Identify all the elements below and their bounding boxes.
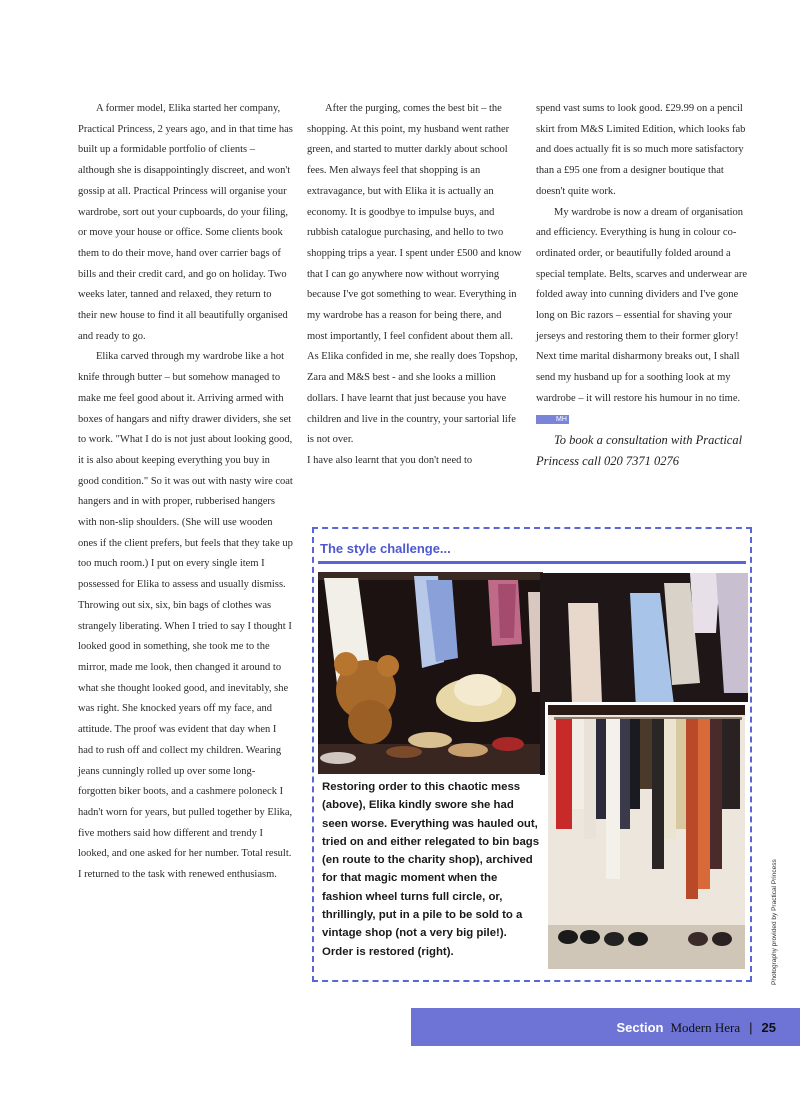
wardrobe-mess-illustration [318, 572, 543, 774]
footer-divider: | [749, 1020, 753, 1035]
photo-organised-wardrobe [545, 702, 748, 972]
photo-credit: Photography provided by Practical Princess [771, 859, 778, 985]
booking-call-to-action: To book a consultation with Practical Princess call 020 7371 0276 [536, 433, 743, 469]
title-rule [318, 561, 746, 564]
end-mark: MH [536, 415, 569, 424]
paragraph: I have also learnt that you don't need to [307, 454, 473, 466]
paragraph [536, 203, 751, 431]
photo-chaotic-wardrobe [318, 572, 543, 774]
paragraph-text: My wardrobe is now a dream of organisation and efficiency. Everything is hung in colour co-ordinated order, or beautifully folded around a special template. Belts, scarves and underwear are folded away into cunning dividers and I've gone long on Bic razors – essential for shaving your jerseys and restoring them to their former glory! Next time marital disharmony breaks out, I shall send my husband up for a soothing look at my wardrobe – it will restore his humour in no time. [536, 206, 748, 404]
paragraph: A former model, Elika started her company, Practical Princess, 2 years ago, and in that time has built up a formidable portfolio of clients – although she is disappointingly discreet, and won't gossip at all. Practical Princess will organise your wardrobe, sort out your cupboards, do your filing, or move your house or office. Some clients book them to do their move, hand over carrier bags of bills and their credit card, and go on holiday. Two weeks later, tanned and relaxed, they return to their new house to find it all beautifully organised and ready to go. [78, 103, 293, 342]
article-column-2 [307, 99, 522, 472]
paragraph: After the purging, comes the best bit – the shopping. At this point, my husband went rather green, and started to mutter darkly about school fees. Men always feel that shopping is an extravagance, but with Elika it is actually an economy. It is goodbye to impulse buys, and rubbish catalogue purchasing, and hello to two shopping trips a year. I spent under £500 and know that I can go anywhere now without worrying because I've got something to wear. Everything in my wardrobe has a reason for being there, and most importantly, I feel confident about them all. As Elika confided in me, she really does Topshop, Zara and M&S best - and she looks a million dollars. I have learnt that just because you have children and live in the country, your sartorial life is not over. [307, 103, 522, 446]
footer-bar [411, 1008, 800, 1046]
organised-wardrobe-illustration [548, 705, 745, 969]
style-challenge-title: The style challenge... [320, 541, 451, 556]
paragraph: Elika carved through my wardrobe like a hot knife through butter – but somehow managed to make me feel good about it. Arriving armed with boxes of hangars and nifty drawer dividers, she set to work. "What I do is not just about looking good, it is also about keeping everything you buy in good condition." So it was out with nasty wire coat hangers and in with proper, rubberised hangers with non-slip shoulders. (She will use wooden ones if the client prefers, but feels that they take up too much room.) I put on every single item I possessed for Elika to assess and usually dismiss. Throwing out six, six, bin bags of clothes was strangely liberating. When I tried to say I thought I looked good in something, she took me to the mirror, made me look, then changed it around to what she thought looked good, and inevitably, she was right. She knocked years off my face, and attitude. The proof was evident that day when I had to rush off and collect my children. Wearing jeans cunningly rolled up over some long-forgotten biker boots, and a cashmere poloneck I hadn't worn for years, but pulled together by Elika, five mothers said how different and trendy I looked, and one asked for her number. Total result. I returned to the task with renewed enthusiasm. [78, 351, 293, 881]
photo-caption: Restoring order to this chaotic mess (above), Elika kindly swore she had seen worse. Everything was hauled out, tried on and either relegated to bin bags (en route to the charity shop), archived for that magic moment when the fashion wheel turns full circle, or, thrillingly, put in a pile to be sold to a vintage shop (not a very big pile!). Order is restored (right). [322, 781, 540, 958]
footer-text [617, 1019, 777, 1037]
article-column-3 [536, 99, 751, 472]
paragraph: spend vast sums to look good. £29.99 on a pencil skirt from M&S Limited Edition, which looks fab and does actually fit is so much more satisfactory than a £95 one from a designer boutique that doesn't quite work. [536, 103, 746, 197]
article-column-1 [78, 99, 293, 886]
page-number: 25 [761, 1020, 776, 1035]
footer-magazine-name: Modern Hera [670, 1020, 741, 1035]
footer-section-label: Section [616, 1020, 664, 1035]
